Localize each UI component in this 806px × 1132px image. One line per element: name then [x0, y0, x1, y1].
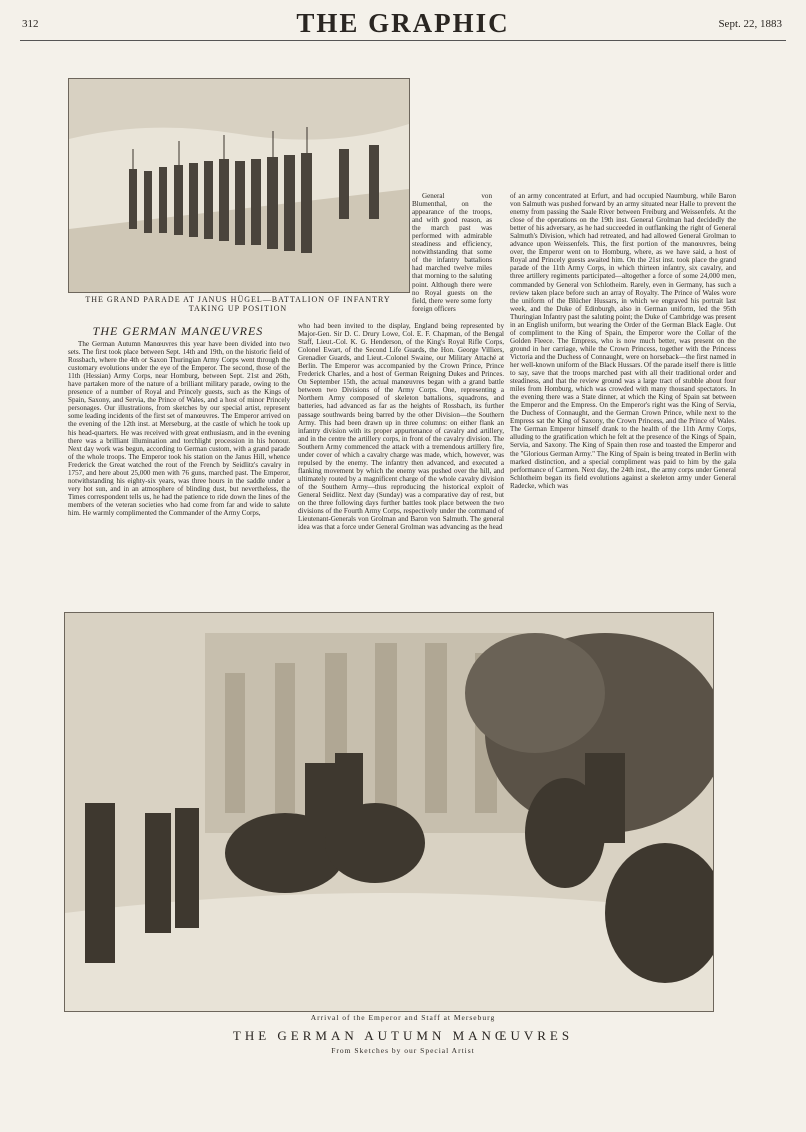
arrival-caption: Arrival of the Emperor and Staff at Merseburg [310, 1013, 496, 1022]
feature-subtitle: From Sketches by our Special Artist [331, 1046, 475, 1055]
parade-engraving [69, 79, 409, 292]
publication-title: THE GRAPHIC [296, 8, 510, 38]
article-column-1 [68, 340, 290, 592]
page-number: 312 [22, 18, 39, 30]
column-3-paragraph: of an army concentrated at Erfurt, and had occupied Naumburg, while Baron von Salmuth was pushed forward by an army situated near Halle to prevent the enemy from passing the Saale River between Freiburg and Weissenfels. At the close of the operations on the 19th inst. General Grolman had decidedly the better of his adversary, as he had succeeded in outflanking the right of General Salmuth's Division, which had retreated, and had allowed General Grolman to advance upon Weissenfels. This, the first portion of the manœuvres, being over, the Emperor went on to Homburg, where, as we have said, a host of Royal and Princely guests awaited him. On the 21st inst. took place the grand parade of the 11th Army Corps, in which thirteen infantry, six cavalry, and three artillery regiments participated—altogether a force of some 24,000 men, commanded by General von Schlotheim. Rarely, even in Germany, has such a review taken place before such an array of Royalty. The Prince of Wales wore the uniform of the Blücher Hussars, in which we engraved his portrait last week, and the Duke of Edinburgh, also in German uniform, led the 95th Thuringian Infantry past the saluting point; the Duke of Cambridge was present in an English uniform, but wearing the Order of the German Black Eagle. Out of compliment to the King of Spain, the Emperor wore the Collar of the Golden Fleece. The Empress, who is now much better, was present on the ground in her carriage, while the Crown Princess, together with the Princess Victoria and the Duchess of Connaught, were on horseback—the first named in her well-known uniform of the Black Hussars. Of the parade itself there is little to say, save that the troops marched past with all their traditional order and steadiness, and that the review ground was a large tract of stubble about four miles from Homburg, which was crowded with many thousand spectators. In the evening there was a State dinner, at which the King of Spain sat between the Emperor and the Empress. On the Emperor's right was the King of Servia, the Duchess of Connaught, and the German Crown Prince, while next to the Empress sat the King of Saxony, the Crown Princess, and the Prince of Wales. The German Emperor himself drank to the health of the 11th Army Corps, alluding to the gratification which he felt at the presence of the Kings of Spain, Servia, and Saxony. The King of Spain then rose and toasted the Emperor and the "Glorious German Army." The King of Spain is being treated in Berlin with marked distinction, and a special compliment was paid to him by the gala performance of Carmen. Next day, the 24th inst., the army corps under General Schlotheim began its field evolutions against a skeleton army under General Radecke, which was [510, 192, 736, 490]
column-2-upper-paragraph: General von Blumenthal, on the appearance of the troops, and with good reason, as the march past was performed with admirable steadiness and efficiency, notwithstanding that some of the infantry battalions had marched twelve miles that morning to the saluting point. Although there were no Royal guests on the field, there were some forty foreign officers [412, 192, 492, 313]
masthead-rule [20, 40, 786, 41]
arrival-engraving [65, 613, 713, 1011]
column-1-paragraph: The German Autumn Manœuvres this year have been divided into two sets. The first took place between Sept. 14th and 19th, on the historic field of Rossbach, where the 4th or Saxon Thuringian Army Corps went through the customary evolutions under the eye of the Emperor. The second, those of the 11th (Hessian) Army Corps, near Homburg, between Sept. 21st and 26th, have partaken more of the nature of a brilliant military parade, owing to the presence of a number of Royal and Princely guests, such as the Kings of Spain, Saxony, and Servia, the Prince of Wales, and a host of minor Princely personages. Our illustrations, from sketches by our special artist, represent some leading incidents of the first set of manœuvres. The Emperor arrived on the evening of the 12th inst. at Merseburg, at the castle of which he took up his head-quarters. He was received with great enthusiasm, and in the evening there was a brilliant illumination and torchlight procession in his honour. Next day work was begun, according to German custom, with a grand parade of the whole troops. The Emperor took his station on the Janus Hill, whence Frederick the Great watched the rout of the French by Seidlitz's cavalry in 1757, and here about 25,000 men with 76 guns, marched past. The Emperor, notwithstanding his eighty-six years, was three hours in the saddle under a very hot sun, and in an atmosphere of blinding dust, but nevertheless, the Times correspondent tells us, he had the patience to ride down the lines of the members of the veteran societies who had come from far and wide to salute him. He warmly complimented the Commander of the Army Corps, [68, 340, 290, 517]
article-column-2 [298, 322, 504, 592]
arrival-illustration [64, 612, 714, 1012]
feature-title: THE GERMAN AUTUMN MANŒUVRES [232, 1028, 574, 1043]
parade-caption: THE GRAND PARADE AT JANUS HÜGEL—BATTALION OF INFANTRY TAKING UP POSITION [85, 295, 391, 313]
article-heading: THE GERMAN MANŒUVRES [92, 324, 264, 338]
article-column-2-upper [412, 192, 492, 320]
column-2-paragraph: who had been invited to the display, England being represented by Major-Gen. Sir D. C. Drury Lowe, Col. E. F. Chapman, of the Bengal Staff, Lieut.-Col. K. G. Henderson, of the King's Royal Rifle Corps, Colonel Ewart, of the Second Life Guards, the Hon. George Villiers, Grenadier Guards, and Lieut.-Colonel Swaine, our Military Attaché at Berlin. The Emperor was accompanied by the Crown Prince, Prince Frederick Charles, and a host of German Reigning Dukes and Princes. On September 15th, the actual manœuvres began with a grand battle between two Divisions of the Army Corps. One, representing a Northern Army composed of skeleton battalions, squadrons, and batteries, had advanced as far as the heights of Rossbach, its further passage southwards being barred by the other Division—the Southern Army. This had been drawn up in three columns: on either flank an infantry division with its proper appurtenance of cavalry and artillery, and in the centre the artillery corps, in front of the cavalry division. The Southern Army commenced the attack with a tremendous artillery fire, under cover of which a cavalry charge was made, which, however, was repulsed by the enemy. The infantry then advanced, and executed a flanking movement by which the enemy was pushed over the hill, and ultimately routed by a magnificent charge of the whole cavalry division of the Southern Army—thus reproducing the historical exploit of General Seidlitz. Next day (Sunday) was a comparative day of rest, but on the three following days further battles took place between the two divisions of the Fourth Army Corps, respectively under the command of Lieutenant-Generals von Grolman and Baron von Salmuth. The general idea was that a force under General Grolman was advancing as the head [298, 322, 504, 532]
issue-date: Sept. 22, 1883 [718, 18, 782, 30]
article-column-3 [510, 192, 736, 592]
parade-illustration [68, 78, 410, 293]
